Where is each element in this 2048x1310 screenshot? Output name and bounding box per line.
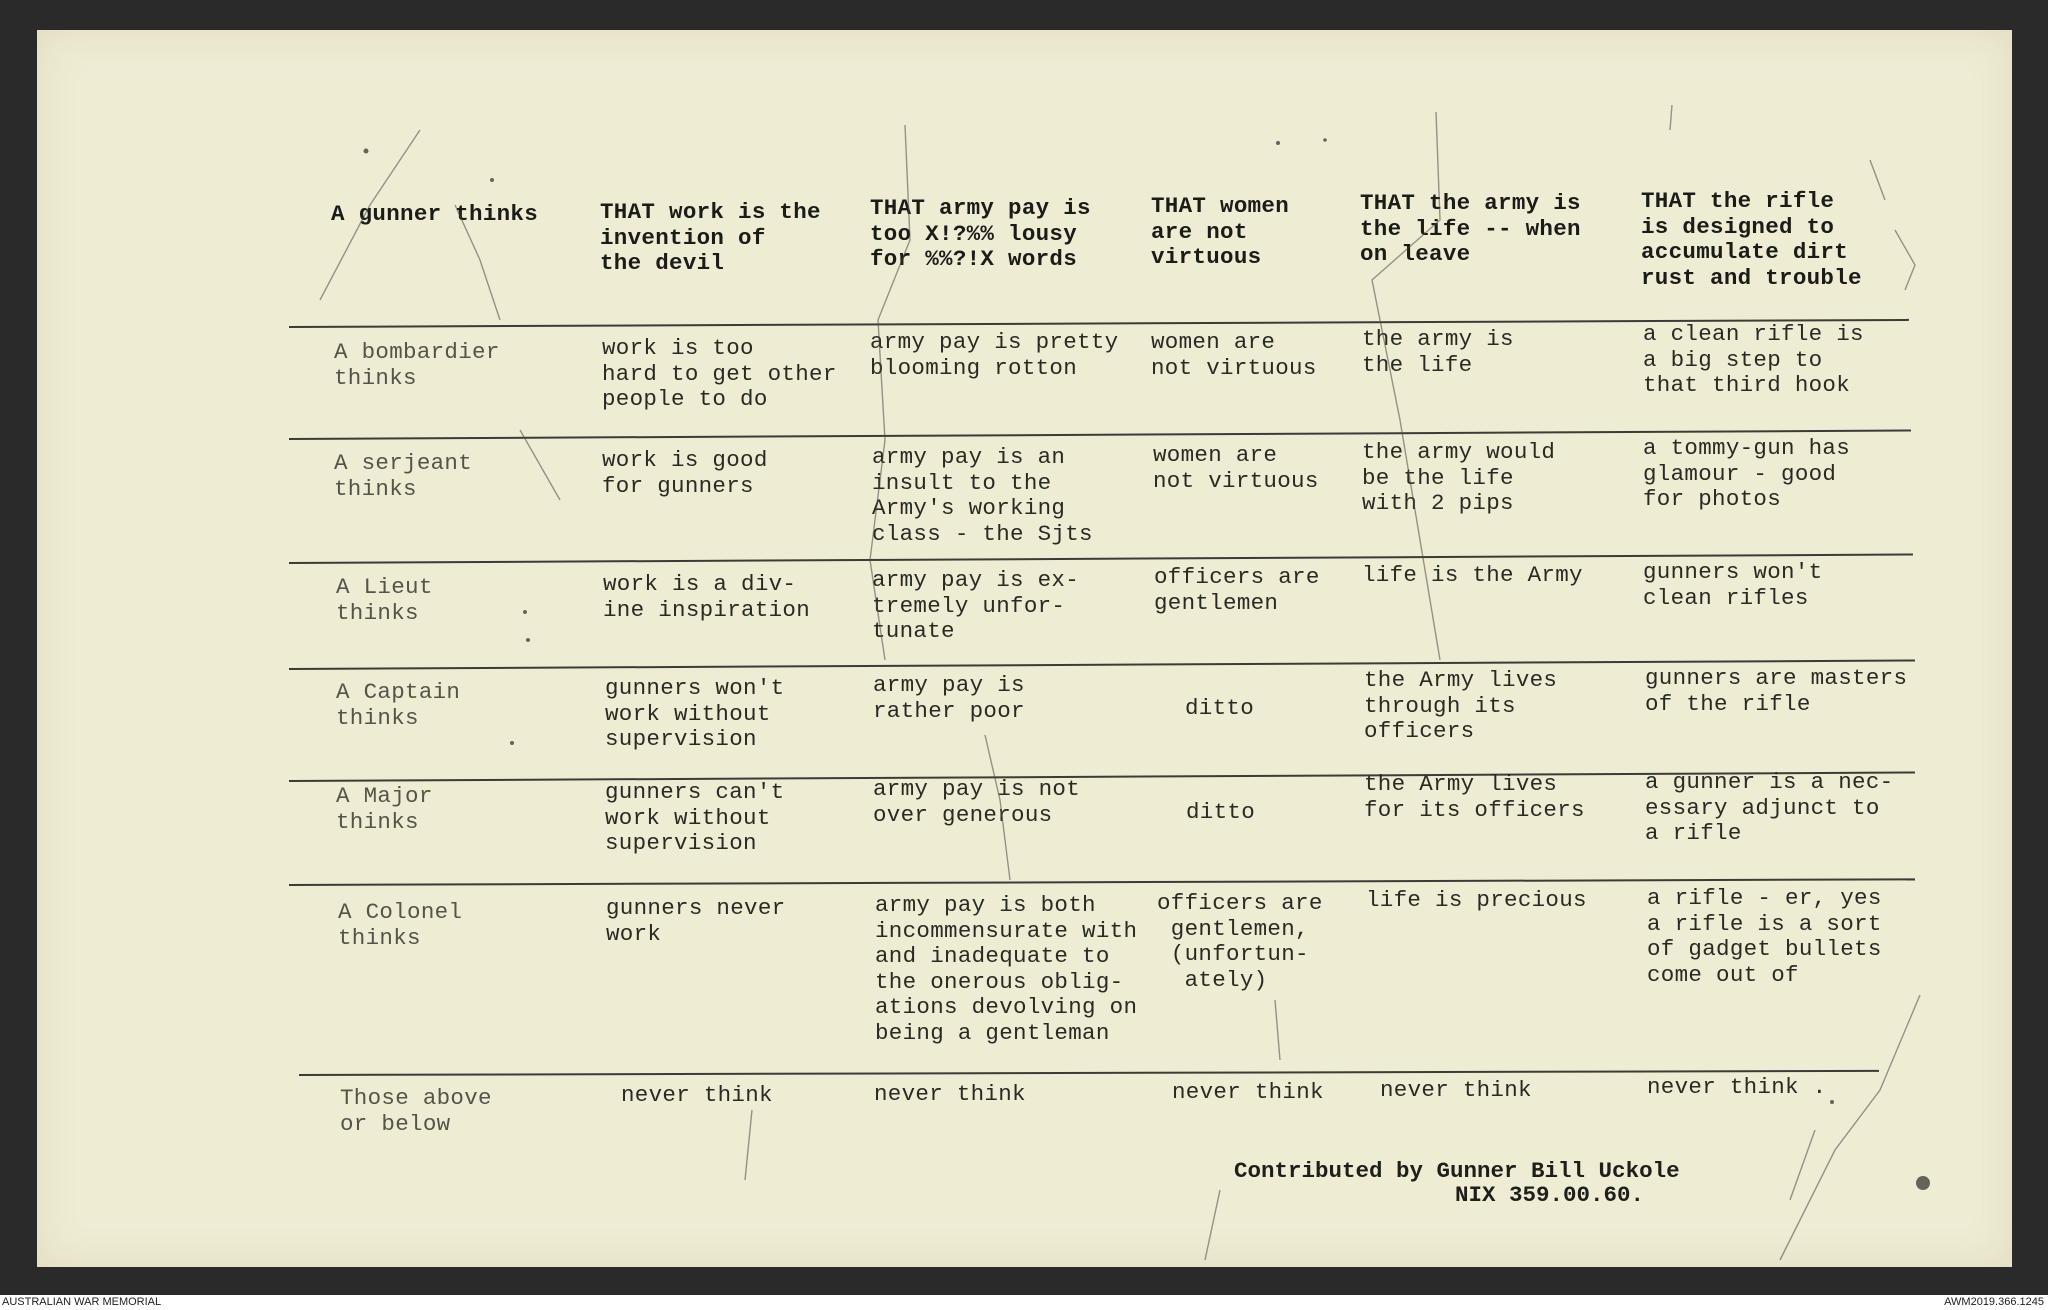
rank-bombardier: A bombardier thinks: [334, 339, 500, 391]
cell-lieut-pay: army pay is ex- tremely unfor- tunate: [872, 567, 1080, 644]
archive-strip: [0, 1295, 2048, 1310]
cell-bombardier-rifle: a clean rifle is a big step to that third hook: [1643, 321, 1864, 398]
rank-major: A Major thinks: [336, 783, 433, 835]
cell-bombardier-work: work is too hard to get other people to do: [602, 335, 837, 412]
cell-major-women: ditto: [1186, 799, 1256, 825]
cell-serjeant-women: women are not virtuous: [1153, 442, 1319, 494]
cell-major-rifle: a gunner is a nec- essary adjunct to a rifle: [1645, 769, 1894, 846]
cell-serjeant-work: work is good for gunners: [602, 447, 768, 499]
archive-name: AUSTRALIAN WAR MEMORIAL: [2, 1296, 162, 1308]
cell-never-think-rifle: never think .: [1647, 1074, 1827, 1100]
cell-lieut-army: life is the Army: [1362, 562, 1583, 588]
header-women: THAT women are not virtuous: [1151, 193, 1290, 270]
rank-captain: A Captain thinks: [336, 679, 461, 731]
header-rank-column: A gunner thinks: [331, 201, 539, 227]
cell-colonel-rifle: a rifle - er, yes a rifle is a sort of gadget bullets come out of: [1647, 885, 1882, 988]
cell-never-think-pay: never think: [874, 1081, 1026, 1107]
header-army-pay: THAT army pay is too X!?%% lousy for %%?!X words: [870, 195, 1091, 272]
cell-never-think-army: never think: [1380, 1077, 1532, 1103]
contributor-line: Contributed by Gunner Bill Uckole: [1234, 1158, 1680, 1184]
cell-lieut-work: work is a div- ine inspiration: [603, 571, 811, 623]
cell-bombardier-army: the army is the life: [1362, 326, 1514, 378]
cell-captain-pay: army pay is rather poor: [873, 672, 1025, 724]
header-rifle: THAT the rifle is designed to accumulate dirt rust and trouble: [1641, 188, 1862, 291]
cell-captain-women: ditto: [1185, 695, 1255, 721]
cell-bombardier-pay: army pay is pretty blooming rotton: [870, 329, 1119, 381]
cell-colonel-pay: army pay is both incommensurate with and inadequate to the onerous oblig- ations devolving on being a gentleman: [875, 892, 1138, 1046]
cell-captain-rifle: gunners are masters of the rifle: [1645, 665, 1908, 717]
cell-major-work: gunners can't work without supervision: [605, 779, 785, 856]
cell-never-think-women: never think: [1172, 1079, 1324, 1105]
header-work: THAT work is the invention of the devil: [600, 199, 821, 276]
cell-lieut-rifle: gunners won't clean rifles: [1643, 559, 1823, 611]
cell-major-pay: army pay is not over generous: [873, 776, 1081, 828]
rank-those-above-or-below: Those above or below: [340, 1085, 492, 1137]
cell-major-army: the Army lives for its officers: [1364, 771, 1585, 823]
cell-serjeant-rifle: a tommy-gun has glamour - good for photos: [1643, 435, 1851, 512]
cell-colonel-army: life is precious: [1366, 887, 1587, 913]
cell-serjeant-army: the army would be the life with 2 pips: [1362, 439, 1556, 516]
header-army-life: THAT the army is the life -- when on leave: [1360, 190, 1581, 267]
rank-colonel: A Colonel thinks: [338, 899, 463, 951]
cell-colonel-work: gunners never work: [606, 895, 786, 947]
cell-lieut-women: officers are gentlemen: [1154, 564, 1320, 616]
cell-captain-work: gunners won't work without supervision: [605, 675, 785, 752]
cell-captain-army: the Army lives through its officers: [1364, 667, 1558, 744]
archive-id: AWM2019.366.1245: [1944, 1296, 2044, 1308]
cell-serjeant-pay: army pay is an insult to the Army's working class - the Sjts: [872, 444, 1093, 547]
rank-serjeant: A serjeant thinks: [334, 450, 473, 502]
reference-number: NIX 359.00.60.: [1455, 1182, 1645, 1208]
cell-never-think-work: never think: [621, 1082, 773, 1108]
cell-bombardier-women: women are not virtuous: [1151, 329, 1317, 381]
cell-colonel-women: officers are gentlemen, (unfortun- ately): [1157, 890, 1323, 993]
rank-lieut: A Lieut thinks: [336, 574, 433, 626]
